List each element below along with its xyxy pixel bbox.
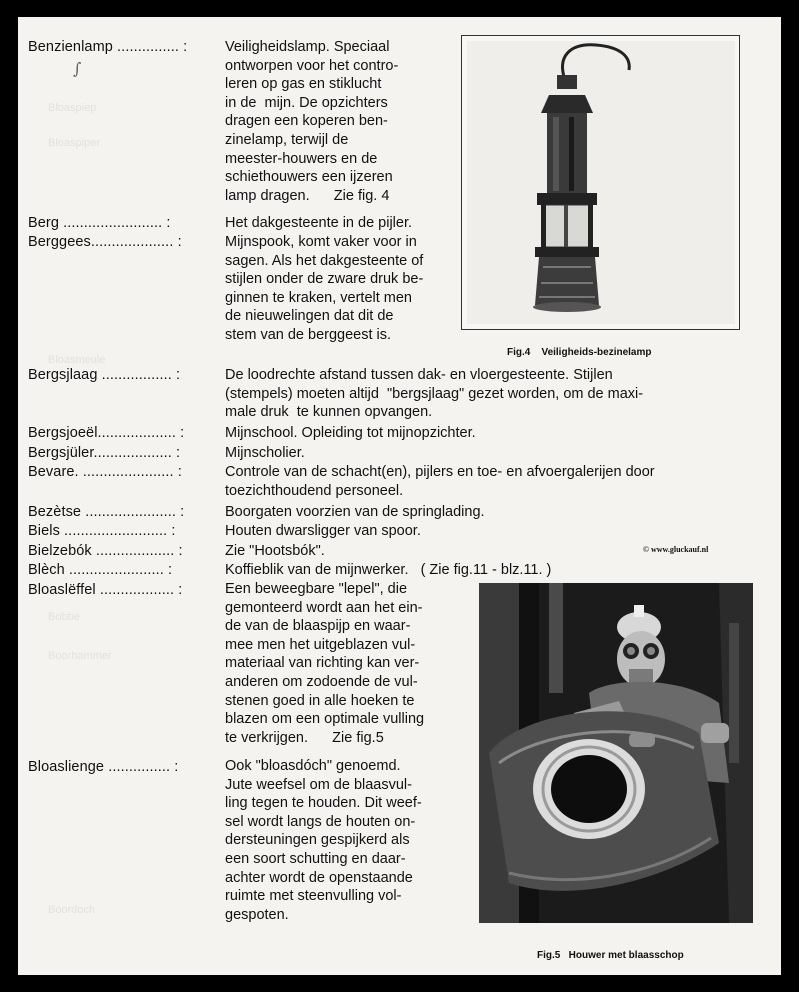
def-bergsjoeel: Mijnschool. Opleiding tot mijnopzichter. [225, 425, 476, 441]
bleed-through-text: Boordoch [48, 904, 96, 916]
swash-mark: ∫ [73, 59, 82, 78]
document-page [18, 17, 781, 975]
def-berggees: Mijnspook, komt vaker voor in sagen. Als het dakgesteente of stijlen onder de zware druk be- ginnen te kraken, vertelt men de nieuwelingen dat dit de stem van de berggeest is. [225, 234, 424, 343]
safety-lamp-photo [461, 35, 740, 330]
term-bloasleffel: Bloaslëffel .................. : [28, 582, 183, 598]
def-bergsjlaag: De loodrechte afstand tussen dak- en vloergesteente. Stijlen (stempels) moeten altijd "bergsjlaag" gezet worden, om de maxi- male druk te kunnen opvangen. [225, 367, 644, 421]
bleed-through-text: Bobbe [48, 611, 80, 623]
term-biels: Biels ......................... : [28, 523, 176, 539]
term-berg: Berg ........................ : [28, 215, 171, 231]
def-bloasleffel: Een beweegbare "lepel", die gemonteerd wordt aan het ein- de van de blaaspijp en waar- mee men het uitgeblazen vul- materiaal van richting kan ver- anderen om zodoende de vul- stenen goed in alle hoeken te blazen om een optimale vulling te verkrijgen. Zie fig.5 [225, 581, 425, 746]
def-bloaslienge: Ook "bloasdóch" genoemd. Jute weefsel om de blaasvul- ling tegen te houden. Dit weef- sel wordt langs de houten on- dersteuningen gespijkerd als een soort schutting en daar- achter wordt de openstaande ruimte met steenvulling vol- gespoten. [225, 758, 422, 923]
def-berg: Het dakgesteente in de pijler. [225, 215, 413, 231]
term-bergsjlaag: Bergsjlaag ................. : [28, 367, 181, 383]
fig5-caption: Fig.5 Houwer met blaasschop [537, 950, 684, 961]
def-biels: Houten dwarsligger van spoor. [225, 523, 421, 539]
term-bezetse: Bezètse ...................... : [28, 504, 185, 520]
miner-photo [479, 583, 753, 923]
bleed-through-text: Bloaspiper [48, 137, 100, 149]
photo-credit: © www.gluckauf.nl [643, 545, 709, 554]
def-bielzebok: Zie "Hootsbók". [225, 543, 325, 559]
term-bergsjoeel: Bergsjoeël................... : [28, 425, 185, 441]
term-bergsjuler: Bergsjüler................... : [28, 445, 181, 461]
bleed-through-text: Bloaspiep [48, 102, 97, 114]
def-benzienlamp: Veiligheidslamp. Speciaal ontworpen voor het contro- leren op gas en stiklucht in de mijn. De opzichters dragen een koperen ben- zinelamp, terwijl de meester-houwers en de schiethouwers een ijzeren lamp dragen. Zie fig. 4 [225, 39, 399, 204]
term-blech: Blèch ....................... : [28, 562, 173, 578]
term-bielzebok: Bielzebók ................... : [28, 543, 183, 559]
def-blech: Koffieblik van de mijnwerker. ( Zie fig.11 - blz.11. ) [225, 562, 552, 578]
fig4-caption: Fig.4 Veiligheids-bezinelamp [507, 347, 652, 358]
def-bergsjuler: Mijnscholier. [225, 445, 305, 461]
def-bevare: Controle van de schacht(en), pijlers en toe- en afvoergalerijen door toezichthoudend personeel. [225, 464, 655, 499]
def-bezetse: Boorgaten voorzien van de springlading. [225, 504, 485, 520]
term-bevare: Bevare. ...................... : [28, 464, 182, 480]
term-bloaslienge: Bloaslienge ............... : [28, 759, 179, 775]
bleed-through-text: Bloasmeule [48, 354, 106, 366]
bleed-through-text: Boorhammer [48, 650, 112, 662]
term-berggees: Berggees.................... : [28, 234, 182, 250]
term-benzienlamp: Benzienlamp ............... : [28, 39, 188, 55]
